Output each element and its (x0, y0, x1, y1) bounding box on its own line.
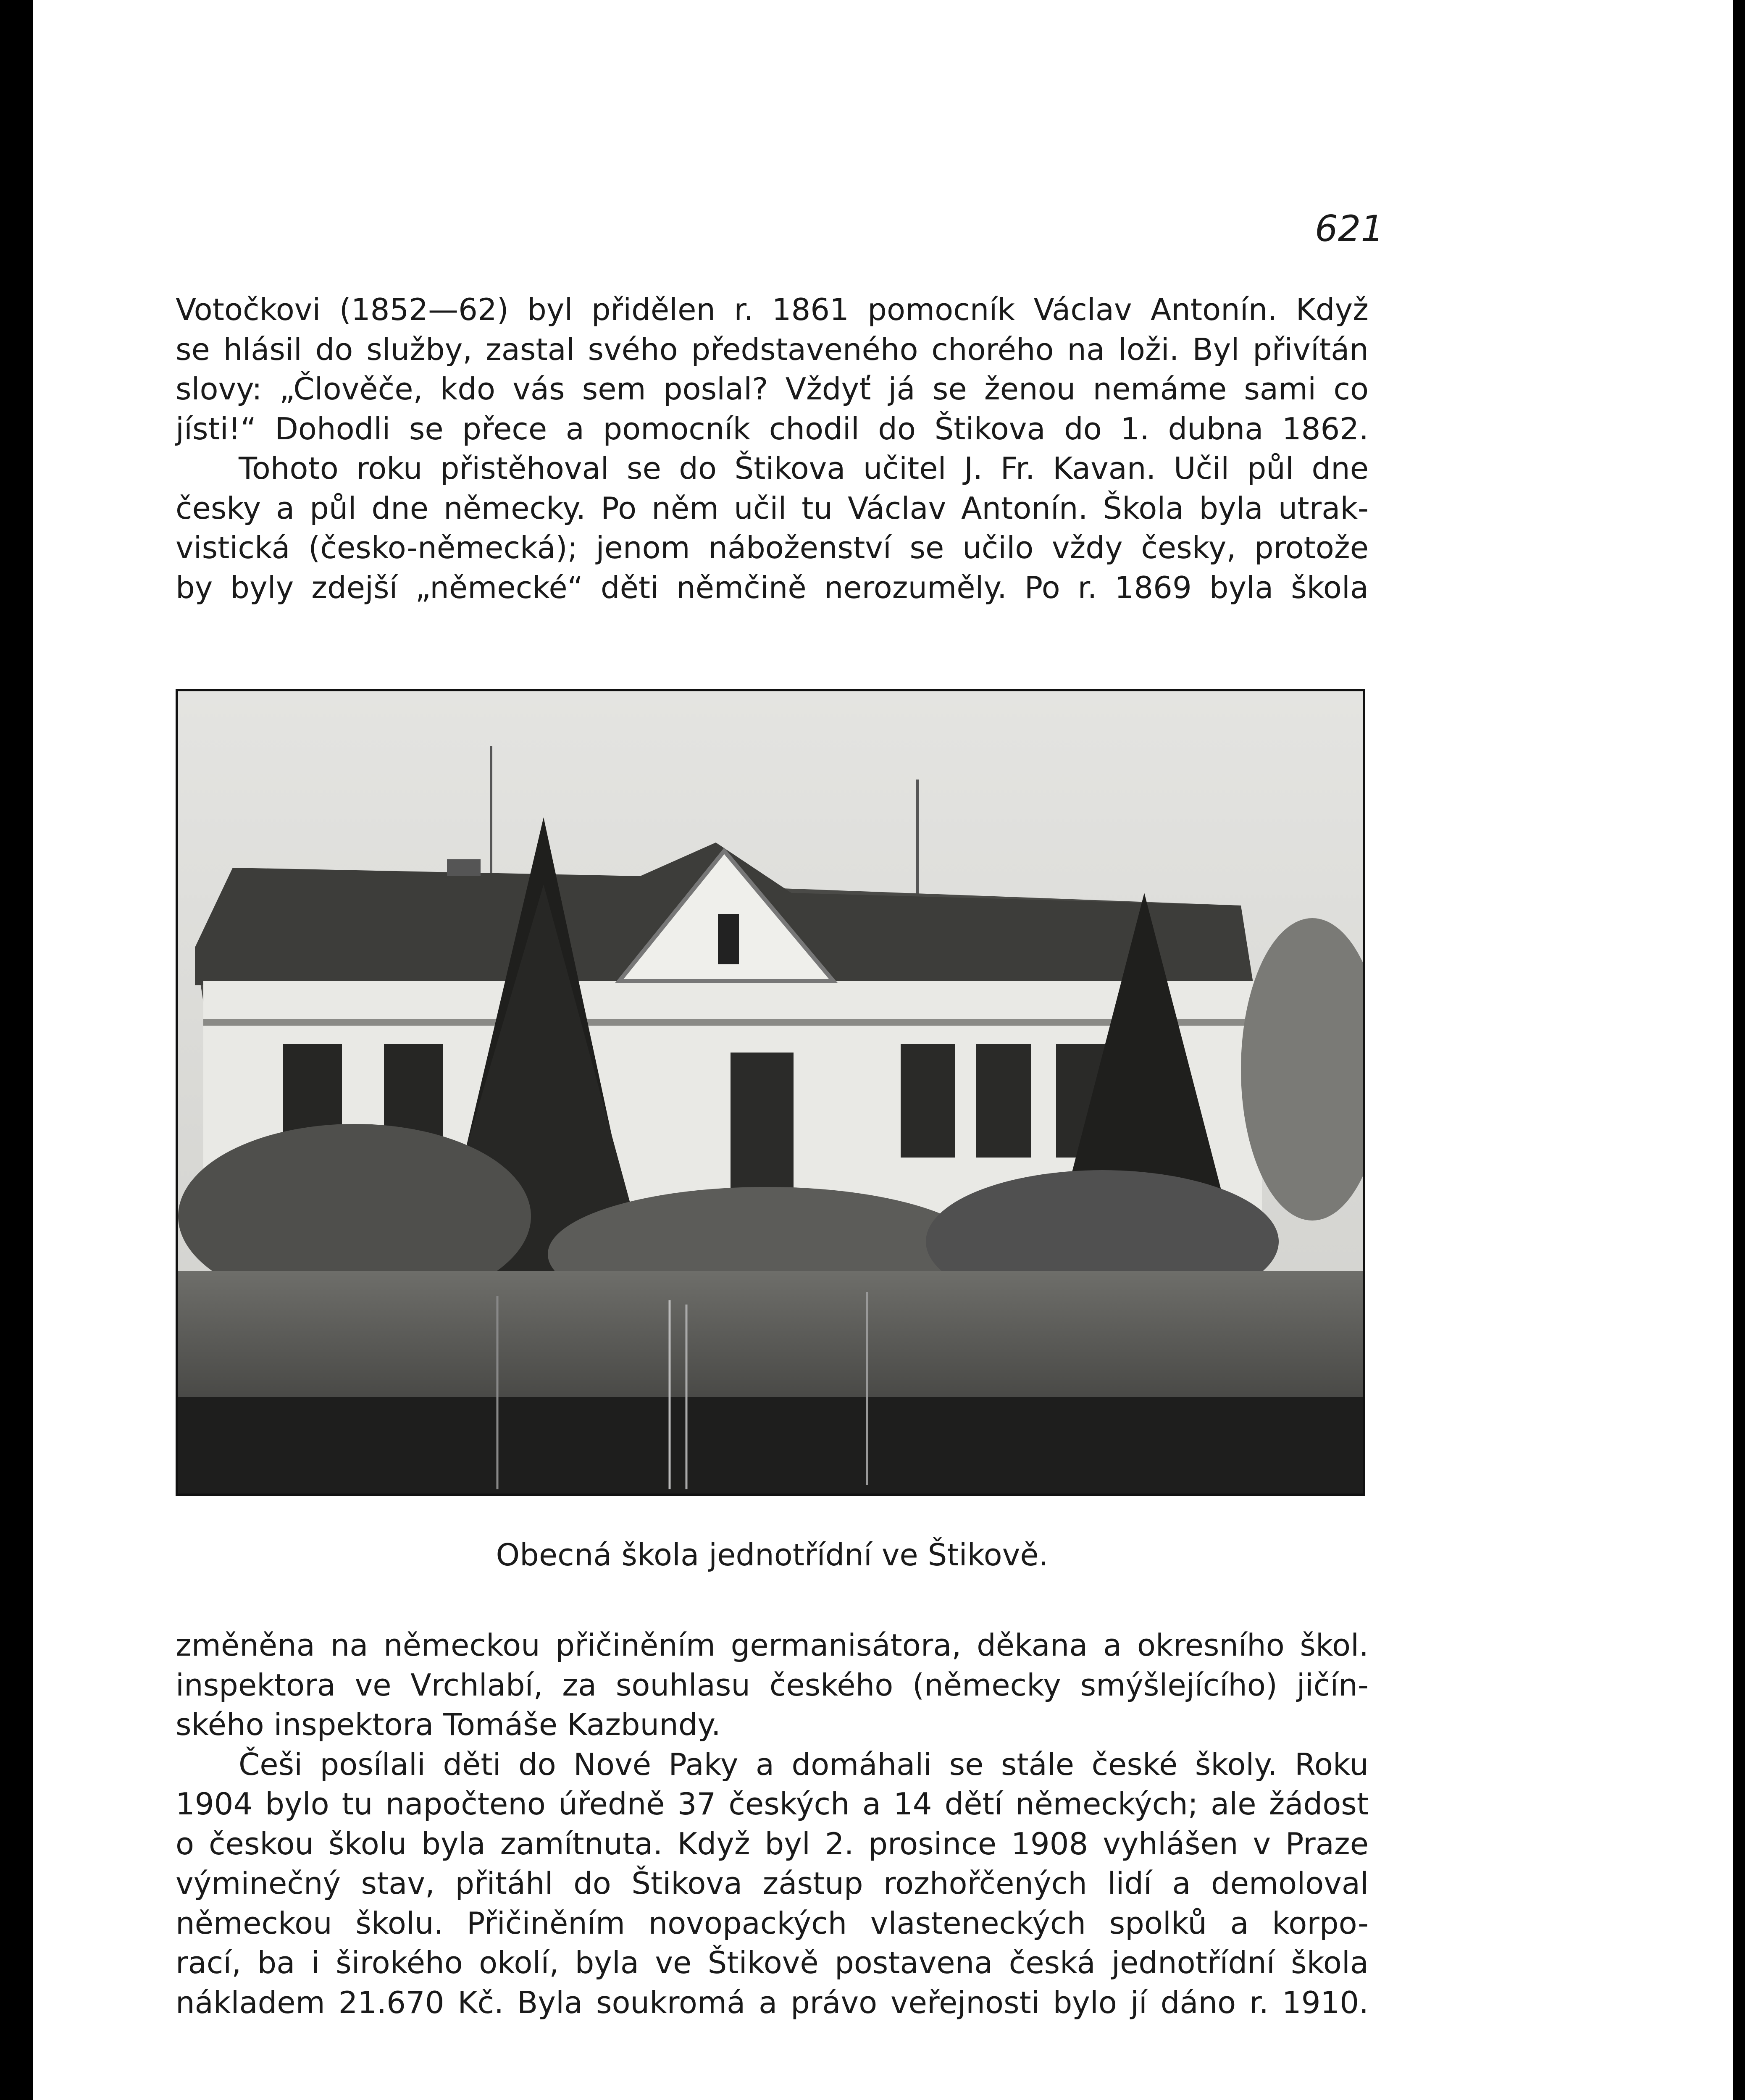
scan-edge-right (1733, 0, 1745, 2100)
text-line: slovy: „Člověče, kdo vás sem poslal? Vždyť já se ženou nemáme sami co (176, 371, 1369, 407)
text-line: Češi posílali děti do Nové Paky a domáhali se stále české školy. Roku (239, 1746, 1369, 1782)
figure-caption: Obecná škola jednotřídní ve Štikově. (496, 1537, 1049, 1572)
school-photograph (176, 689, 1365, 1496)
text-line: česky a půl dne německy. Po něm učil tu Václav Antonín. Škola byla utrak- (176, 490, 1369, 526)
text-line: by byly zdejší „německé“ děti němčině nerozuměly. Po r. 1869 byla škola (176, 570, 1369, 605)
text-line: nákladem 21.670 Kč. Byla soukromá a právo veřejnosti bylo jí dáno r. 1910. (176, 1984, 1369, 2020)
text-line: výminečný stav, přitáhl do Štikova zástup rozhořčených lidí a demoloval (176, 1866, 1369, 1901)
text-line: jísti!“ Dohodli se přece a pomocník chodil do Štikova do 1. dubna 1862. (176, 411, 1369, 446)
text-line: o českou školu byla zamítnuta. Když byl 2. prosince 1908 vyhlášen v Praze (176, 1826, 1369, 1861)
text-block-top (176, 290, 1369, 607)
text-line: inspektora ve Vrchlabí, za souhlasu českého (německy smýšlejícího) jičín- (176, 1667, 1369, 1703)
page-number: 621 (1315, 208, 1384, 250)
text-line: Votočkovi (1852—62) byl přidělen r. 1861 pomocník Václav Antonín. Když (176, 292, 1369, 327)
text-line: se hlásil do služby, zastal svého představeného chorého na loži. Byl přivítán (176, 331, 1369, 367)
text-line: rací, ba i širokého okolí, byla ve Štikově postavena česká jednotřídní škola (176, 1945, 1369, 1980)
text-line: vistická (česko-německá); jenom náboženství se učilo vždy česky, protože (176, 530, 1369, 565)
text-line: ského inspektora Tomáše Kazbundy. (176, 1707, 721, 1742)
text-line: 1904 bylo tu napočteno úředně 37 českých a 14 dětí německých; ale žádost (176, 1786, 1369, 1822)
text-line: Tohoto roku přistěhoval se do Štikova učitel J. Fr. Kavan. Učil půl dne (239, 451, 1369, 486)
text-line: změněna na německou přičiněním germanisátora, děkana a okresního škol. (176, 1628, 1369, 1663)
text-line: německou školu. Přičiněním novopackých vlasteneckých spolků a korpo- (176, 1905, 1369, 1941)
scan-edge-left (0, 0, 33, 2100)
text-block-bottom (176, 1625, 1369, 2022)
